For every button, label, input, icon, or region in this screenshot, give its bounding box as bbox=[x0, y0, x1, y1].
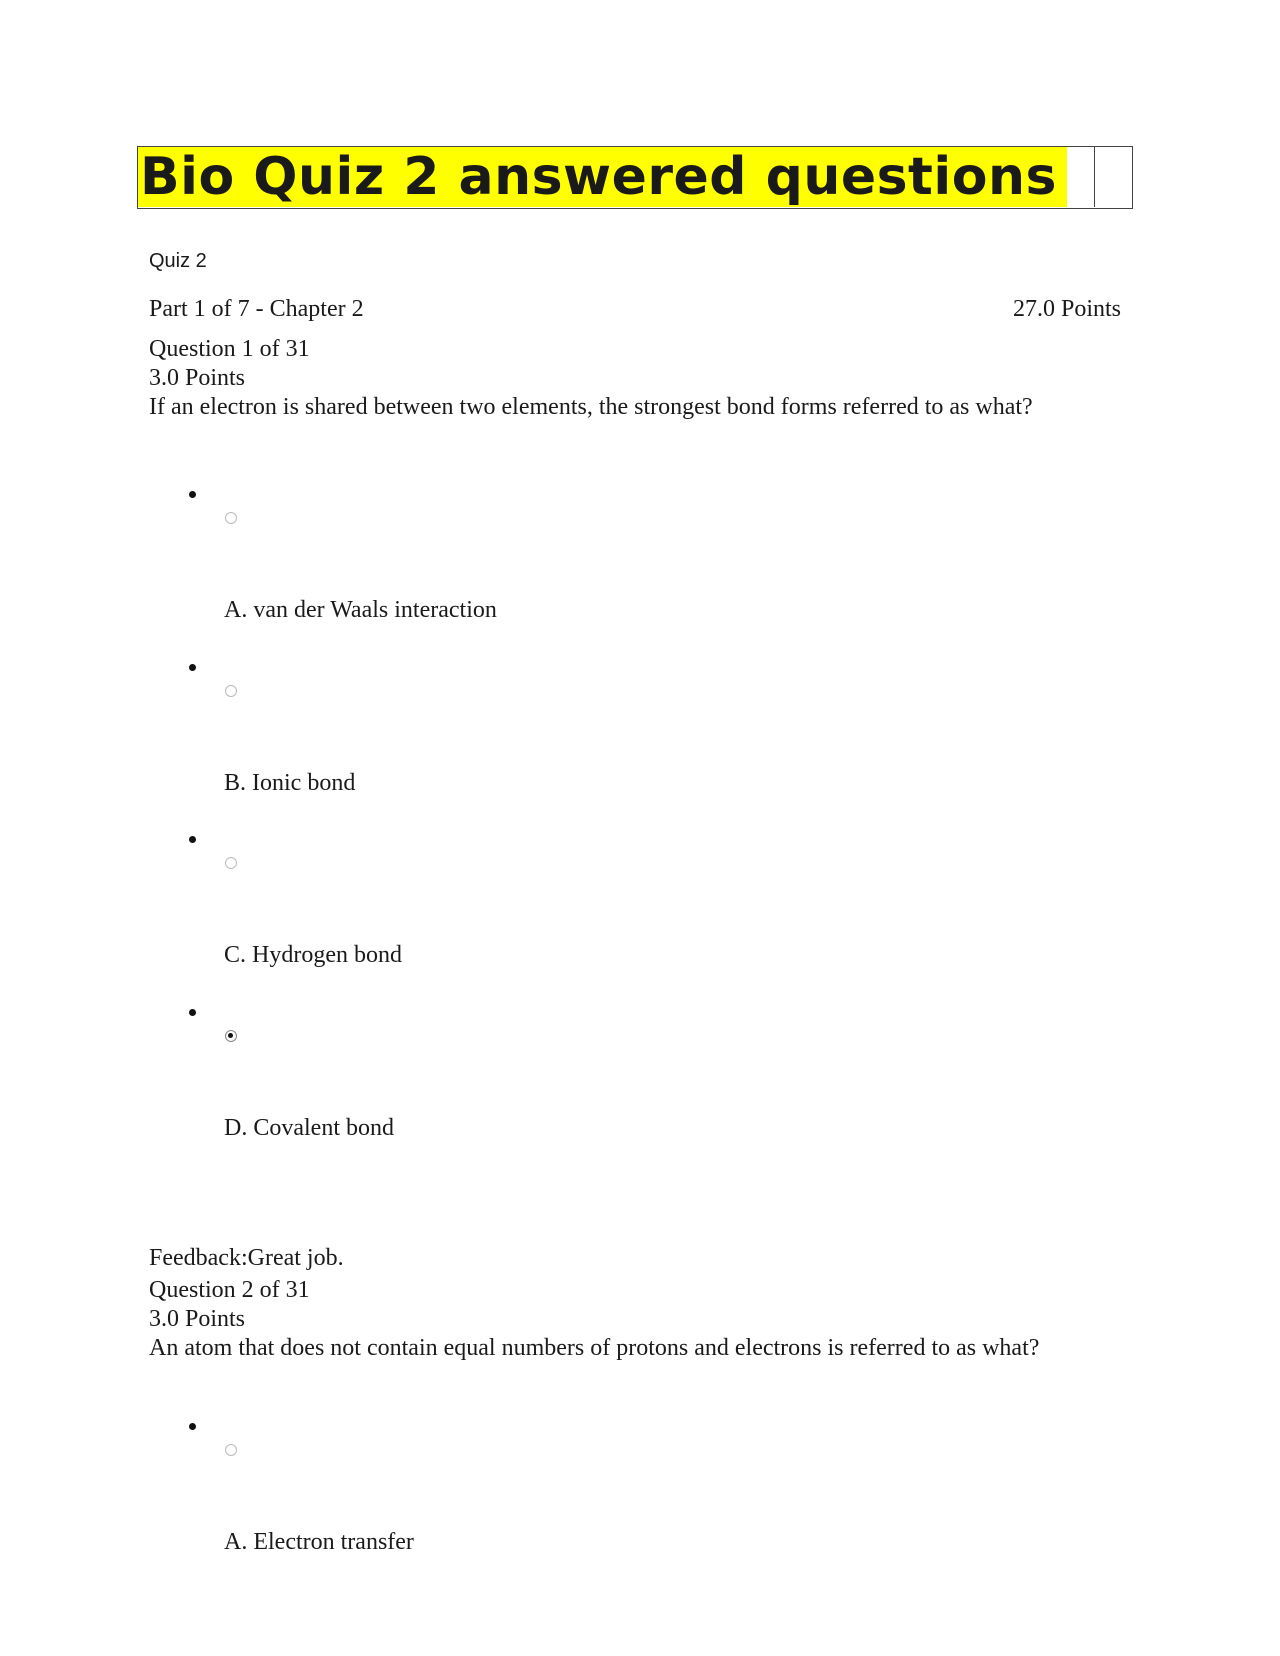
option-radio-q1-a[interactable] bbox=[225, 512, 237, 524]
question-1-feedback: Feedback:Great job. bbox=[149, 1245, 344, 1271]
question-1-number: Question 1 of 31 bbox=[149, 336, 310, 362]
question-1-text: If an electron is shared between two elements, the strongest bond forms referred to as what? bbox=[149, 394, 1033, 420]
option-label-q1-a: A. van der Waals interaction bbox=[224, 597, 497, 623]
document-title: Bio Quiz 2 answered questions bbox=[138, 147, 1067, 207]
part-label: Part 1 of 7 - Chapter 2 bbox=[149, 296, 364, 322]
bullet-icon bbox=[189, 836, 196, 843]
part-points: 27.0 Points bbox=[1012, 296, 1121, 322]
option-radio-q1-b[interactable] bbox=[225, 685, 237, 697]
bullet-icon bbox=[189, 664, 196, 671]
option-radio-q2-a[interactable] bbox=[225, 1444, 237, 1456]
question-2-number: Question 2 of 31 bbox=[149, 1277, 310, 1303]
quiz-label: Quiz 2 bbox=[149, 250, 207, 272]
option-label-q2-a: A. Electron transfer bbox=[224, 1529, 414, 1555]
option-label-q1-b: B. Ionic bond bbox=[224, 770, 356, 796]
bullet-icon bbox=[189, 1009, 196, 1016]
title-empty-cell bbox=[1094, 147, 1132, 207]
question-2-text: An atom that does not contain equal numbers of protons and electrons is referred to as what? bbox=[149, 1335, 1040, 1361]
option-label-q1-c: C. Hydrogen bond bbox=[224, 942, 402, 968]
option-radio-q1-c[interactable] bbox=[225, 857, 237, 869]
option-label-q1-d: D. Covalent bond bbox=[224, 1115, 394, 1141]
option-radio-q1-d[interactable] bbox=[225, 1030, 237, 1042]
question-1-points: 3.0 Points bbox=[149, 365, 246, 391]
bullet-icon bbox=[189, 1423, 196, 1430]
question-2-points: 3.0 Points bbox=[149, 1306, 246, 1332]
part-header bbox=[149, 296, 1121, 323]
bullet-icon bbox=[189, 491, 196, 498]
document-title-box bbox=[137, 146, 1133, 209]
